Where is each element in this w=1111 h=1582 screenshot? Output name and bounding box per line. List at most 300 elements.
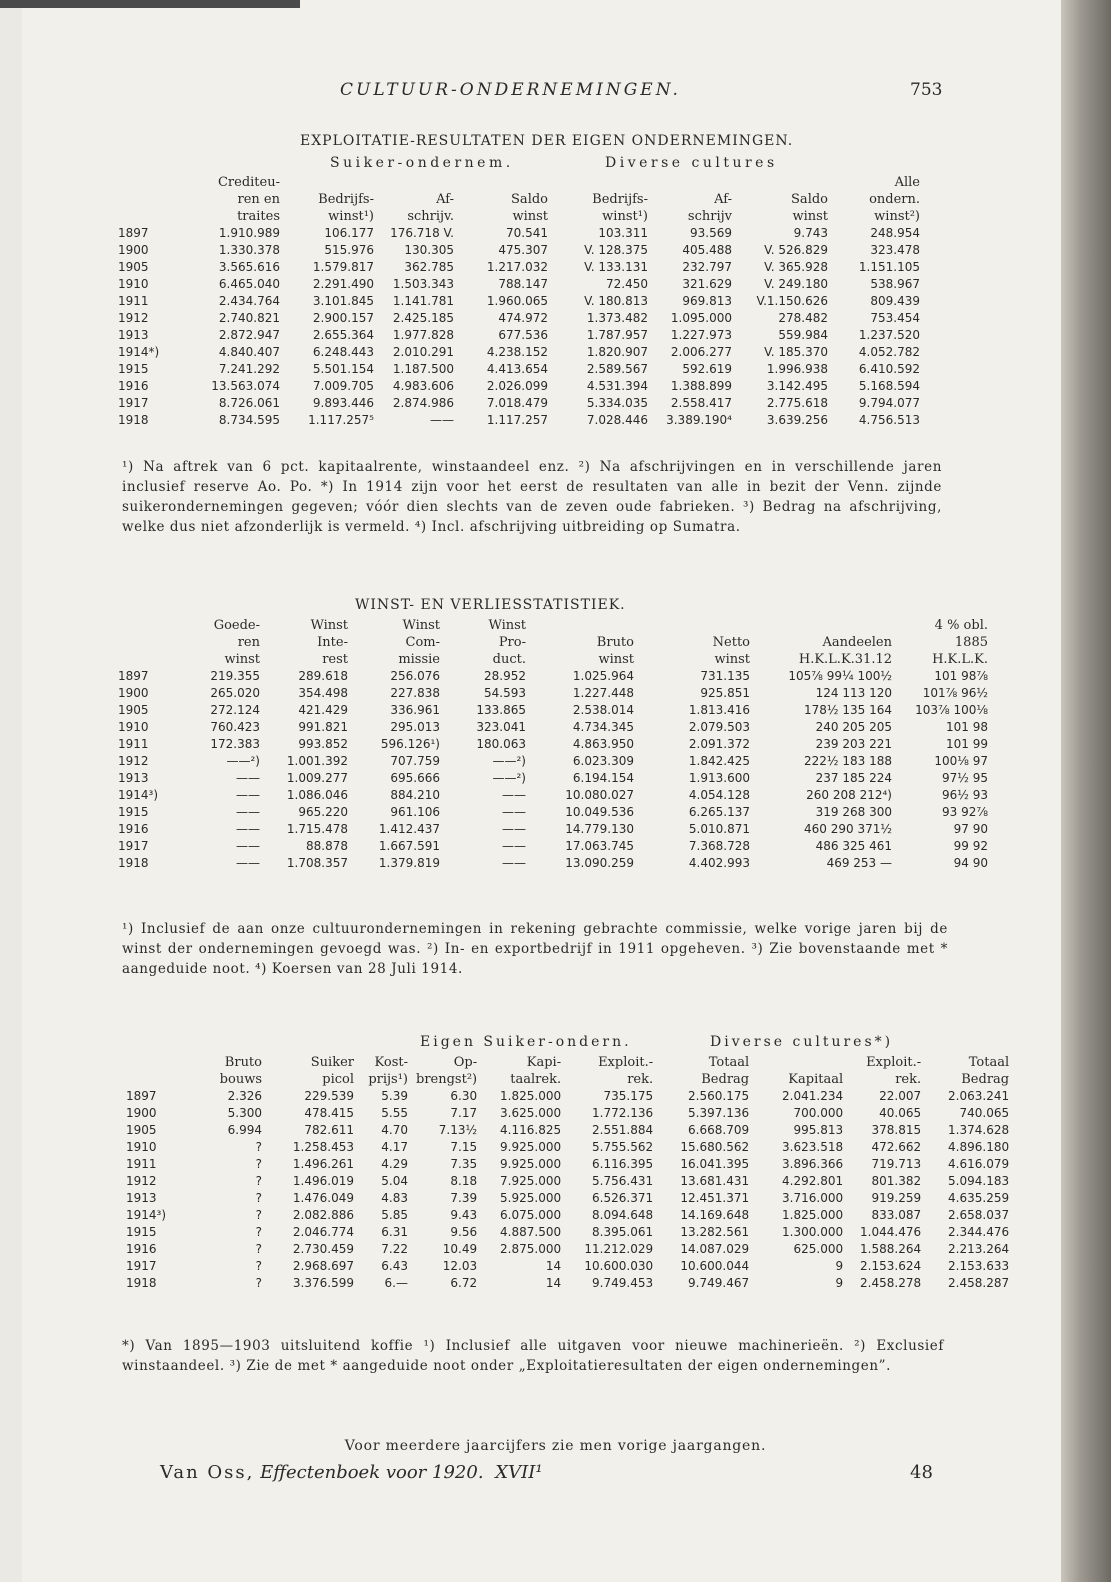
table2-cell: 289.618 (298, 669, 348, 683)
table2-cell: —— (502, 788, 526, 802)
table3-cell: 2.458.278 (860, 1276, 922, 1290)
table1-year-cell: 1900 (118, 243, 149, 257)
table3-cell: 2.344.476 (948, 1225, 1010, 1239)
table2-cell: 10.080.027 (565, 788, 634, 802)
table1-cell: 6.465.040 (218, 277, 280, 291)
table2-cell: —— (502, 856, 526, 870)
table1-cell: V. 526.829 (764, 243, 828, 257)
table3-cell: ? (255, 1276, 262, 1290)
table3-cell: 4.70 (381, 1123, 408, 1137)
table1-cell: 559.984 (778, 328, 828, 342)
table3-cell: 801.382 (871, 1174, 922, 1188)
table3-row (126, 1088, 1013, 1105)
table3-cell: 3.376.599 (292, 1276, 354, 1290)
table3-cell: 6.72 (450, 1276, 478, 1290)
table3-row (126, 1190, 1013, 1207)
table3-cell: 5.397.136 (688, 1106, 750, 1120)
table2-column-header: Winst Inte- rest (310, 618, 348, 667)
table3-cell: 1.772.136 (592, 1106, 654, 1120)
table1-cell: 2.775.618 (766, 396, 828, 410)
table2-row (118, 753, 992, 770)
table3-year-cell: 1905 (126, 1123, 157, 1137)
table3-cell: 6.30 (450, 1089, 478, 1103)
table2-cell: 13.090.259 (565, 856, 634, 870)
table3-cell: 1.825.000 (782, 1208, 844, 1222)
table1-cell: 5.334.035 (586, 396, 648, 410)
table2-cell: 961.106 (390, 805, 440, 819)
table1-group-diverse: Diverse cultures (605, 155, 778, 171)
table3-cell: 4.116.825 (500, 1123, 562, 1137)
table2-cell: 1.009.277 (286, 771, 348, 785)
table1-cell: 7.028.446 (586, 413, 648, 427)
table2-cell: 1.001.392 (286, 754, 348, 768)
table1-cell: V. 365.928 (764, 260, 828, 274)
table1-row (118, 327, 924, 344)
table2-column-header: Winst Pro- duct. (488, 618, 526, 667)
table1-year-cell: 1915 (118, 362, 149, 376)
table2-cell: —— (502, 839, 526, 853)
table1-cell: 474.972 (498, 311, 548, 325)
table1-cell: 232.797 (682, 260, 732, 274)
table3-cell: 10.600.030 (584, 1259, 654, 1273)
table3-cell: 40.065 (879, 1106, 922, 1120)
table3-cell: 2.326 (227, 1089, 262, 1103)
table1-cell: 7.009.705 (312, 379, 374, 393)
table1-row (118, 361, 924, 378)
table3-year-cell: 1910 (126, 1140, 157, 1154)
table-onderneming-kapitaal (126, 1054, 1013, 1292)
table3-year-cell: 1916 (126, 1242, 157, 1256)
table1-column-header: Saldo winst (791, 192, 828, 224)
table1-cell: 1.141.781 (392, 294, 454, 308)
table2-year-cell: 1911 (118, 737, 149, 751)
table2-cell: 10.049.536 (565, 805, 634, 819)
table1-cell: 5.168.594 (858, 379, 920, 393)
table3-row (126, 1156, 1013, 1173)
table1-column-header: Af- schrijv (687, 192, 732, 224)
table1-cell: 278.482 (778, 311, 828, 325)
table2-cell: 1.708.357 (286, 856, 348, 870)
table3-cell: ? (255, 1157, 262, 1171)
table3-group-diverse: Diverse cultures*) (710, 1034, 894, 1050)
table3-column-header: Kost- prijs¹) (368, 1055, 408, 1087)
table3-cell: 1.496.261 (292, 1157, 354, 1171)
table2-row (118, 719, 992, 736)
table1-cell: 2.558.417 (670, 396, 732, 410)
table1-row (118, 242, 924, 259)
table3-cell: 9 (835, 1259, 844, 1273)
table2-cell: 1.813.416 (688, 703, 750, 717)
table3-year-cell: 1911 (126, 1157, 157, 1171)
table3-group-sugar: Eigen Suiker-ondern. (420, 1034, 632, 1050)
table2-cell: 99 92 (953, 839, 988, 853)
table3-cell: 5.925.000 (500, 1191, 562, 1205)
table2-cell: 14.779.130 (565, 822, 634, 836)
table3-cell: 719.713 (871, 1157, 922, 1171)
table2-cell: 4.402.993 (688, 856, 750, 870)
table3-cell: 14.087.029 (680, 1242, 750, 1256)
table1-cell: 4.238.152 (486, 345, 548, 359)
table2-cell: 101 99 (946, 737, 988, 751)
table2-year-cell: 1913 (118, 771, 149, 785)
table2-row (118, 770, 992, 787)
table2-cell: 884.210 (390, 788, 440, 802)
table-exploitatie (118, 174, 924, 429)
table1-header-row (118, 174, 924, 225)
table3-cell: 735.175 (603, 1089, 654, 1103)
table3-column-header (126, 1054, 190, 1088)
table3-cell: 2.730.459 (292, 1242, 354, 1256)
table1-row (118, 225, 924, 242)
table2-cell: 695.666 (390, 771, 440, 785)
table3-cell: ? (255, 1225, 262, 1239)
table2-column-header (118, 617, 190, 668)
table2-cell: —— (236, 771, 260, 785)
table3-column-header: Bruto bouws (219, 1055, 262, 1087)
table3-cell: 5.85 (381, 1208, 408, 1222)
table2-cell: 1.086.046 (286, 788, 348, 802)
table3-row (126, 1105, 1013, 1122)
table3-cell: 4.887.500 (500, 1225, 562, 1239)
table3-cell: 700.000 (793, 1106, 844, 1120)
table1-cell: 2.006.277 (670, 345, 732, 359)
table2-cell: 336.961 (390, 703, 440, 717)
table3-cell: 2.875.000 (500, 1242, 562, 1256)
table1-cell: V. 133.131 (584, 260, 648, 274)
table1-column-header: Bedrijfs- winst¹) (592, 192, 648, 224)
table1-cell: 2.425.185 (392, 311, 454, 325)
table1-cell: 592.619 (682, 362, 732, 376)
table1-year-cell: 1905 (118, 260, 149, 274)
table1-cell: 1.820.907 (586, 345, 648, 359)
table3-cell: ? (255, 1259, 262, 1273)
table1-cell: 475.307 (498, 243, 548, 257)
table1-cell: 8.726.061 (218, 396, 280, 410)
table2-title: WINST- EN VERLIESSTATISTIEK. (355, 597, 626, 613)
table3-year-cell: 1914³) (126, 1208, 167, 1222)
table1-cell: 2.589.567 (586, 362, 648, 376)
table3-cell: 3.625.000 (500, 1106, 562, 1120)
table2-row (118, 685, 992, 702)
table3-cell: 2.082.886 (292, 1208, 354, 1222)
table2-year-cell: 1918 (118, 856, 149, 870)
table3-year-cell: 1918 (126, 1276, 157, 1290)
table2-cell: 4.863.950 (572, 737, 634, 751)
table3-footnote: *) Van 1895—1903 uitsluitend koffie ¹) Inclusief alle uitgaven voor nieuwe machinerieën. ²) Exclusief winstaandeel. ³) Zie de met * aangeduide noot onder „Exploitatieresultaten der eigen ondernemingen”. (122, 1338, 944, 1374)
table1-cell: 5.501.154 (312, 362, 374, 376)
table1-cell: 809.439 (870, 294, 920, 308)
table2-cell: 991.821 (298, 720, 348, 734)
table1-cell: 9.794.077 (858, 396, 920, 410)
table1-year-cell: 1916 (118, 379, 149, 393)
table1-column-header: Alle ondern. winst²) (869, 175, 920, 224)
table1-cell: 788.147 (498, 277, 548, 291)
table2-cell: 5.010.871 (688, 822, 750, 836)
table1-cell: 1.227.973 (670, 328, 732, 342)
table3-column-header: Exploit.- rek. (866, 1055, 922, 1087)
table1-cell: 2.740.821 (218, 311, 280, 325)
table3-cell: 4.292.801 (782, 1174, 844, 1188)
table3-cell: 12.03 (442, 1259, 478, 1273)
table2-year-cell: 1915 (118, 805, 149, 819)
table3-cell: 995.813 (793, 1123, 844, 1137)
table3-column-header: Exploit.- rek. (598, 1055, 654, 1087)
table3-cell: 472.662 (871, 1140, 922, 1154)
table3-cell: 1.044.476 (860, 1225, 922, 1239)
imprint-volume: XVII¹ (495, 1462, 543, 1483)
table3-cell: 1.496.019 (292, 1174, 354, 1188)
table3-cell: 4.896.180 (948, 1140, 1010, 1154)
table1-cell: —— (430, 413, 454, 427)
page-edge (1061, 0, 1111, 1582)
table1-cell: 4.983.606 (392, 379, 454, 393)
table3-cell: 10.600.044 (680, 1259, 750, 1273)
table2-cell: 7.368.728 (688, 839, 750, 853)
table1-cell: 130.305 (404, 243, 454, 257)
table3-cell: 833.087 (871, 1208, 922, 1222)
table1-cell: 7.018.479 (486, 396, 548, 410)
table2-year-cell: 1916 (118, 822, 149, 836)
table1-cell: 1.187.500 (392, 362, 454, 376)
table3-cell: 1.258.453 (292, 1140, 354, 1154)
table1-cell: 4.052.782 (858, 345, 920, 359)
table1-year-cell: 1912 (118, 311, 149, 325)
table2-cell: 925.851 (700, 686, 750, 700)
table2-cell: ——²) (226, 754, 260, 768)
table2-cell: 219.355 (210, 669, 260, 683)
table2-cell: 88.878 (306, 839, 348, 853)
table3-cell: 919.259 (871, 1191, 922, 1205)
table2-cell: 460 290 371½ (804, 822, 892, 836)
table2-cell: —— (502, 822, 526, 836)
table2-cell: 354.498 (298, 686, 348, 700)
table2-cell: 731.135 (700, 669, 750, 683)
table1-cell: 103.311 (598, 226, 648, 240)
table1-cell: 321.629 (682, 277, 732, 291)
table1-cell: 176.718 V. (390, 226, 454, 240)
table3-cell: ? (255, 1191, 262, 1205)
table1-year-cell: 1918 (118, 413, 149, 427)
table3-cell: 2.153.624 (860, 1259, 922, 1273)
table2-column-header: Bruto winst (596, 635, 634, 667)
table3-cell: 2.153.633 (948, 1259, 1010, 1273)
table2-cell: 227.838 (390, 686, 440, 700)
table2-cell: 760.423 (210, 720, 260, 734)
page-number: 753 (910, 80, 943, 100)
table1-cell: 362.785 (404, 260, 454, 274)
table1-cell: 3.639.256 (766, 413, 828, 427)
table2-cell: 1.379.819 (378, 856, 440, 870)
table2-cell: 596.126¹) (380, 737, 440, 751)
table3-cell: 2.063.241 (948, 1089, 1010, 1103)
table1-cell: 4.840.407 (218, 345, 280, 359)
table3-cell: 6.075.000 (500, 1208, 562, 1222)
table1-cell: 1.117.257⁵ (308, 413, 374, 427)
table3-cell: ? (255, 1174, 262, 1188)
table3-cell: 6.994 (227, 1123, 262, 1137)
table1-row (118, 310, 924, 327)
table2-cell: 319 268 300 (815, 805, 892, 819)
table1-cell: 2.655.364 (312, 328, 374, 342)
table3-row (126, 1139, 1013, 1156)
table1-cell: V. 249.180 (764, 277, 828, 291)
table3-cell: 5.756.431 (592, 1174, 654, 1188)
table3-cell: 3.896.366 (782, 1157, 844, 1171)
table3-cell: 9.925.000 (500, 1140, 562, 1154)
table1-year-cell: 1913 (118, 328, 149, 342)
sheet-number: 48 (910, 1462, 933, 1483)
table1-cell: 1.977.828 (392, 328, 454, 342)
table3-cell: 4.17 (381, 1140, 408, 1154)
table3-cell: 16.041.395 (680, 1157, 750, 1171)
table3-column-header: Kapi- taalrek. (510, 1055, 562, 1087)
table3-column-header: Totaal Bedrag (701, 1055, 750, 1087)
table3-year-cell: 1900 (126, 1106, 157, 1120)
table1-cell: 1.373.482 (586, 311, 648, 325)
table1-cell: 753.454 (870, 311, 920, 325)
table2-cell: 260 208 212⁴) (806, 788, 892, 802)
running-title: CULTUUR-ONDERNEMINGEN. (340, 80, 681, 100)
table3-cell: 14.169.648 (680, 1208, 750, 1222)
table2-cell: 256.076 (390, 669, 440, 683)
imprint-author: Van Oss, (160, 1462, 255, 1483)
table3-cell: 229.539 (304, 1089, 354, 1103)
table3-column-header: Op- brengst²) (416, 1055, 478, 1087)
table1-cell: 1.217.032 (486, 260, 548, 274)
table3-header-row (126, 1054, 1013, 1088)
table2-cell: 1.667.591 (378, 839, 440, 853)
table2-cell: 486 325 461 (815, 839, 892, 853)
table2-cell: 172.383 (210, 737, 260, 751)
table3-cell: 782.611 (304, 1123, 354, 1137)
table2-cell: 94 90 (953, 856, 988, 870)
table2-cell: ——²) (492, 754, 526, 768)
table3-cell: 2.551.884 (592, 1123, 654, 1137)
table3-column-header: Totaal Bedrag (961, 1055, 1010, 1087)
table1-cell: 3.101.845 (312, 294, 374, 308)
table2-column-header: Goede- ren winst (213, 618, 260, 667)
table2-cell: 105⅞ 99¼ 100½ (788, 669, 892, 683)
table3-cell: 2.046.774 (292, 1225, 354, 1239)
table1-cell: 1.117.257 (486, 413, 548, 427)
table2-cell: 2.538.014 (572, 703, 634, 717)
table2-year-cell: 1912 (118, 754, 149, 768)
table2-cell: 2.079.503 (688, 720, 750, 734)
footer-note: Voor meerdere jaarcijfers zie men vorige jaargangen. (344, 1438, 767, 1454)
table3-row (126, 1207, 1013, 1224)
table3-cell: 5.55 (381, 1106, 408, 1120)
table3-cell: 6.43 (381, 1259, 408, 1273)
table3-cell: ? (255, 1140, 262, 1154)
table3-cell: 12.451.371 (680, 1191, 750, 1205)
table2-cell: 124 113 120 (815, 686, 892, 700)
table1-row (118, 293, 924, 310)
table3-cell: 2.658.037 (948, 1208, 1010, 1222)
table3-cell: 1.825.000 (500, 1089, 562, 1103)
table2-cell: 101 98 (946, 720, 988, 734)
table1-cell: 323.478 (870, 243, 920, 257)
table2-year-cell: 1897 (118, 669, 149, 683)
table1-cell: 93.569 (690, 226, 732, 240)
table2-cell: 1.842.425 (688, 754, 750, 768)
table3-cell: 6.668.709 (688, 1123, 750, 1137)
table1-cell: 1.996.938 (766, 362, 828, 376)
table3-cell: 8.18 (450, 1174, 478, 1188)
table1-cell: 4.756.513 (858, 413, 920, 427)
table3-row (126, 1173, 1013, 1190)
table3-row (126, 1224, 1013, 1241)
table3-year-cell: 1913 (126, 1191, 157, 1205)
table3-cell: 1.374.628 (948, 1123, 1010, 1137)
table1-cell: 3.142.495 (766, 379, 828, 393)
table3-cell: 4.83 (381, 1191, 408, 1205)
table2-cell: 100⅛ 97 (934, 754, 988, 768)
table2-cell: 180.063 (476, 737, 526, 751)
table2-cell: 469 253 — (826, 856, 892, 870)
table3-cell: 9.749.453 (592, 1276, 654, 1290)
table2-year-cell: 1905 (118, 703, 149, 717)
table2-cell: 2.091.372 (688, 737, 750, 751)
table2-cell: 133.865 (476, 703, 526, 717)
table3-cell: 6.526.371 (592, 1191, 654, 1205)
table3-column-header: Suiker picol (310, 1055, 354, 1087)
table2-row (118, 702, 992, 719)
table1-cell: 6.248.443 (312, 345, 374, 359)
table3-cell: 9.749.467 (688, 1276, 750, 1290)
table2-cell: 101⅞ 96½ (922, 686, 988, 700)
table2-cell: 178½ 135 164 (804, 703, 892, 717)
table1-column-header (118, 174, 190, 225)
imprint (160, 1462, 543, 1483)
table2-cell: —— (236, 788, 260, 802)
table1-column-header: Saldo winst (511, 192, 548, 224)
table1-row (118, 412, 924, 429)
table2-header-row (118, 617, 992, 668)
table1-cell: 1.960.065 (486, 294, 548, 308)
table1-cell: 248.954 (870, 226, 920, 240)
table1-cell: 515.976 (324, 243, 374, 257)
table3-row (126, 1122, 1013, 1139)
table3-cell: 478.415 (304, 1106, 354, 1120)
table1-cell: 3.565.616 (218, 260, 280, 274)
table1-year-cell: 1910 (118, 277, 149, 291)
table3-cell: 13.681.431 (680, 1174, 750, 1188)
table3-cell: 4.635.259 (948, 1191, 1010, 1205)
table3-cell: 7.925.000 (500, 1174, 562, 1188)
table2-cell: 237 185 224 (815, 771, 892, 785)
table3-cell: 3.716.000 (782, 1191, 844, 1205)
table3-year-cell: 1912 (126, 1174, 157, 1188)
table3-cell: 9.43 (450, 1208, 478, 1222)
table1-cell: 2.010.291 (392, 345, 454, 359)
table3-cell: 2.213.264 (948, 1242, 1010, 1256)
table3-cell: 3.623.518 (782, 1140, 844, 1154)
table1-column-header: Bedrijfs- winst¹) (318, 192, 374, 224)
table3-row (126, 1258, 1013, 1275)
table1-cell: 1.151.105 (858, 260, 920, 274)
table3-cell: 2.458.287 (948, 1276, 1010, 1290)
table2-cell: 323.041 (476, 720, 526, 734)
table1-cell: 3.389.190⁴ (666, 413, 732, 427)
table3-cell: 13.282.561 (680, 1225, 750, 1239)
table1-column-header: Crediteu- ren en traites (217, 175, 280, 224)
table2-cell: 222½ 183 188 (804, 754, 892, 768)
table2-footnote: ¹) Inclusief de aan onze cultuurondernemingen in rekening gebrachte commissie, welke vorige jaren bij de winst der ondernemingen gevoegd was. ²) In- en exportbedrijf in 1911 opgeheven. ³) Zie bovenstaande met * aangeduide noot. ⁴) Koersen van 28 Juli 1914. (122, 921, 948, 977)
running-header (0, 80, 1111, 104)
table1-title: EXPLOITATIE-RESULTATEN DER EIGEN ONDERNEMINGEN. (300, 133, 794, 149)
table2-cell: 93 92⅞ (942, 805, 988, 819)
table3-row (126, 1241, 1013, 1258)
